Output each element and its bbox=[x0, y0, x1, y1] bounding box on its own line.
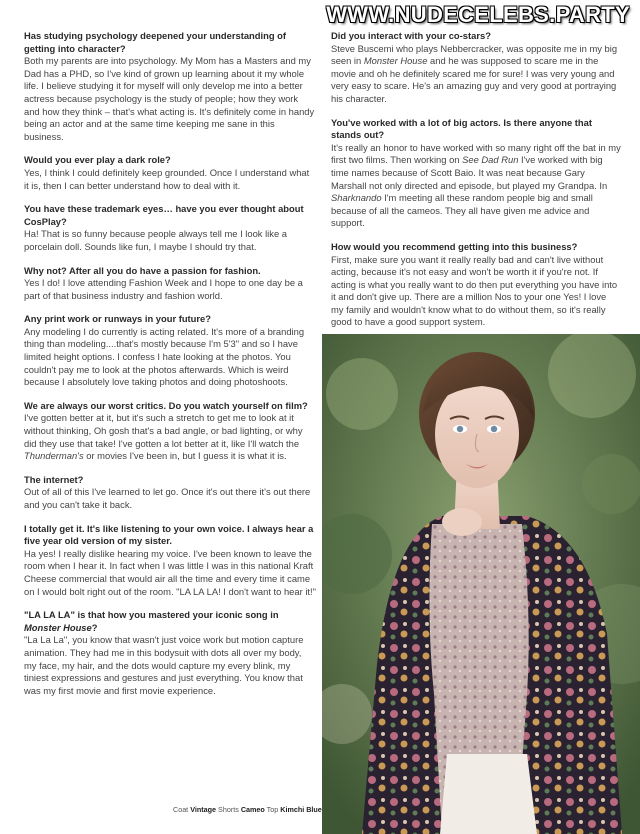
qa-block-worst-critics bbox=[24, 400, 316, 463]
answer: Out of all of this I've learned to let go. Once it's out there it's out there and you can't take it back. bbox=[24, 486, 311, 510]
credit-coat-label: Coat bbox=[173, 805, 189, 814]
credit-shorts-label: Shorts bbox=[218, 805, 239, 814]
answer-text: Steve Buscemi who plays Nebbercracker, was opposite me in my big seen in bbox=[331, 42, 618, 67]
movie-title: Monster House bbox=[24, 621, 92, 633]
answer-text: It's really an honor to have worked with so many right off the bat in my first two films. Then working on bbox=[331, 141, 621, 166]
qa-block-psychology bbox=[24, 30, 316, 143]
qa-block-print-work bbox=[24, 313, 316, 389]
question bbox=[24, 609, 316, 634]
answer: Yes, I think I could definitely keep grounded. Once I understand what it is, then I can better understand how to deal with it. bbox=[24, 166, 310, 191]
qa-block-internet bbox=[24, 474, 316, 512]
answer: Any modeling I do currently is acting related. It's more of a branding thing than modeling....that's mostly because I'm 5'3" and so I have limited height options. I confess I hate looking at the photos. You couldn't pay me to look at the photos afterwards. Which is weird because I absolutely love taking photos and doing photoshoots. bbox=[24, 325, 305, 388]
movie-title: Sharknando bbox=[331, 192, 382, 204]
credit-top-label: Top bbox=[266, 805, 279, 814]
answer: Ha yes! I really dislike hearing my voice. I've been known to leave the room when I hear it. In fact when I was little I was in this national Kraft Cheese commercial that would air all the time and every time it came on I would bolt right out of the room. "LA LA LA! I don't want to hear it!" bbox=[24, 547, 316, 597]
movie-title: Monster House bbox=[363, 55, 428, 67]
credit-top-brand: Kimchi Blue bbox=[280, 805, 322, 814]
question: You've worked with a lot of big actors. Is there anyone that stands out? bbox=[331, 116, 592, 141]
answer-text: and he was supposed to scare me in the movie and oh he definitely scared me for sure! I was very young and very easy to scare. He's an amazing guy and very good at portraying his character. bbox=[331, 55, 617, 104]
answer: "La La La", you know that wasn't just voice work but motion capture animation. They had me in this bodysuit with dots all over my body, my face, my hair, and the dots would capture my every blink, my tiniest expressions and gestures and just everything. You know that was my first movie and first movie experience. bbox=[24, 634, 304, 696]
left-column bbox=[24, 30, 316, 708]
qa-block-monster-house bbox=[24, 609, 316, 697]
portrait-illustration bbox=[322, 334, 640, 834]
show-title: Thunderman's bbox=[24, 450, 84, 462]
question: Would you ever play a dark role? bbox=[24, 154, 171, 166]
qa-block-recommend bbox=[331, 241, 621, 329]
question: Any print work or runways in your future? bbox=[24, 313, 211, 325]
question-text: ? bbox=[91, 621, 98, 633]
question-text: "LA LA LA" is that how you mastered your iconic song in bbox=[24, 609, 279, 621]
question: Why not? After all you do have a passion for fashion. bbox=[24, 264, 261, 276]
credit-coat-brand: Vintage bbox=[190, 805, 217, 814]
answer bbox=[331, 142, 621, 230]
question: You have these trademark eyes… have you ever thought about CosPlay? bbox=[24, 203, 304, 227]
show-title: See Dad Run bbox=[462, 154, 519, 166]
qa-block-own-voice bbox=[24, 523, 316, 599]
answer: First, make sure you want it really really bad and can't live without acting, because it's not easy and won't be worth it if you're not. If acting is what you really want to do then put everything you have into it and don't give up. There are a million Nos to your one Yes! I love my family and wouldn't know what to do without them, so it's really good to have a good support system. bbox=[331, 253, 618, 328]
qa-block-cosplay bbox=[24, 203, 316, 253]
qa-block-fashion bbox=[24, 265, 316, 303]
qa-block-big-actors bbox=[331, 117, 621, 230]
question: Has studying psychology deepened your understanding of getting into character? bbox=[24, 30, 287, 54]
answer: Ha! That is so funny because people always tell me I look like a porcelain doll. Sounds like fun, I maybe I should try that. bbox=[24, 228, 287, 252]
answer-text: I'm meeting all these random people big and small because of all the cameos. They all have given me advice and support. bbox=[331, 192, 593, 229]
answer: Yes I do! I love attending Fashion Week and I hope to one day be a part of that business industry and fashion world. bbox=[24, 277, 303, 301]
answer-text: or movies I've been in, but I guess it is what it is. bbox=[83, 450, 287, 462]
answer bbox=[331, 43, 621, 106]
qa-block-co-stars bbox=[331, 30, 621, 106]
portrait-photo bbox=[322, 334, 640, 834]
answer bbox=[24, 412, 316, 462]
question: We are always our worst critics. Do you watch yourself on film? bbox=[24, 399, 308, 411]
question: The internet? bbox=[24, 473, 84, 485]
answer: Both my parents are into psychology. My Mom has a Masters and my Dad has a PHD, so I've kind of grown up learning about it my whole life. I believe studying it for myself will only develop me into a better actress because psychology is the study of people; how they work and how they think – that's what acting is. It's definitely come in handy being an actor and at the same time keeping me sane in this business. bbox=[24, 55, 315, 142]
watermark-text: WWW.NUDECELEBS.PARTY bbox=[326, 2, 630, 27]
question: How would you recommend getting into this business? bbox=[331, 240, 578, 252]
right-column bbox=[331, 30, 621, 340]
qa-block-dark-role bbox=[24, 154, 316, 192]
question: I totally get it. It's like listening to your own voice. I always hear a five year old version of my sister. bbox=[24, 522, 314, 547]
question: Did you interact with your co-stars? bbox=[331, 30, 491, 41]
credit-shorts-brand: Cameo bbox=[240, 805, 265, 814]
clothing-credit bbox=[173, 805, 322, 814]
answer-text: I've gotten better at it, but it's such a stretch to get me to look at it without thinking, Oh gosh that's a bad angle, or bad lighting, or why did they use that take! I've gotten a lot better at it, like I'll watch the bbox=[24, 412, 303, 449]
answer-text: I've worked with big time names because of Scott Baio. It was neat because Gary Marshall not only directed and episode, but played my Grandpa. In bbox=[331, 154, 608, 191]
